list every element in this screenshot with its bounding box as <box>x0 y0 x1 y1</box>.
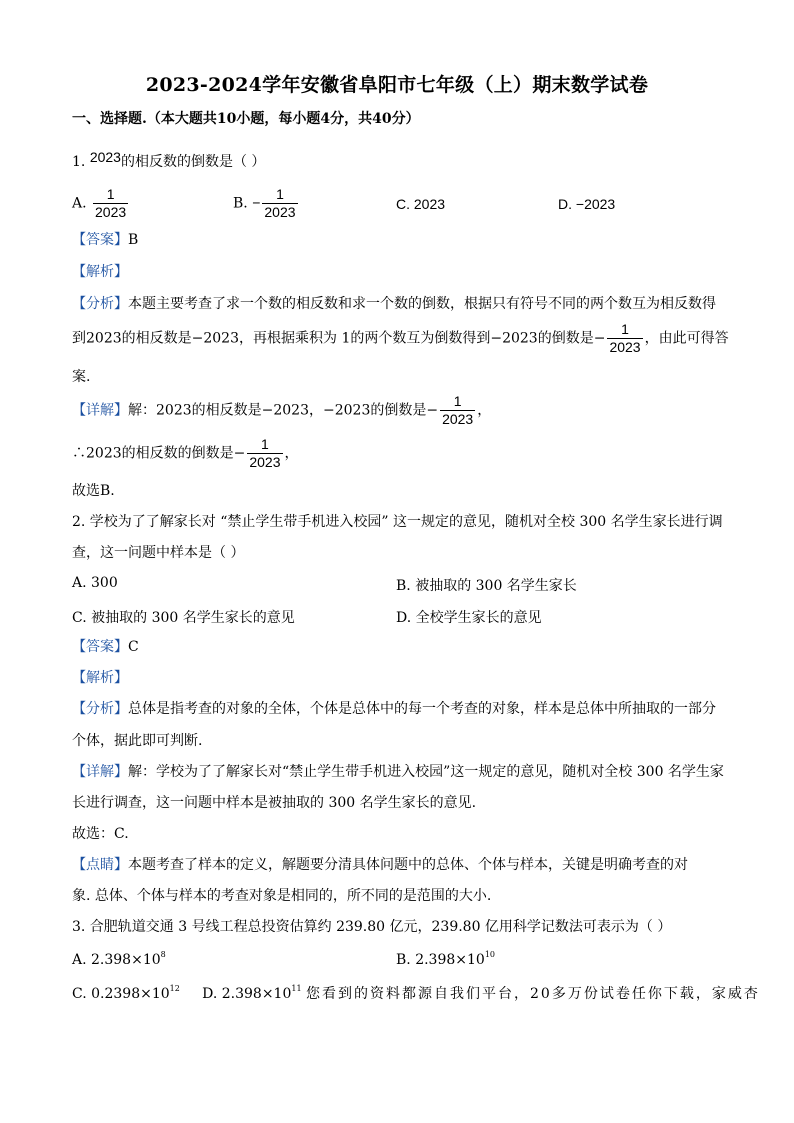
option-label: B. <box>233 195 248 212</box>
answer-value: C <box>128 639 139 655</box>
xiangjie-text: ， <box>477 402 492 419</box>
question-1-stem <box>72 149 266 171</box>
fraction <box>247 436 282 471</box>
denominator: 2023 <box>442 411 474 427</box>
q3-option-a <box>72 950 166 968</box>
watermark-text: 您看到的资料都源自我们平台，20多万份试卷任你下载，家威杏 <box>306 986 760 1002</box>
denominator: 2023 <box>264 204 296 220</box>
fraction <box>440 393 475 428</box>
fenxi-text: 总体是指考查的对象的全体，个体是总体中的每一个考查的对象，样本是总体中所抽取的一部分 <box>128 701 716 717</box>
answer-tag: 【答案】 <box>72 639 128 655</box>
xiangjie-tag: 【详解】 <box>72 764 128 780</box>
fraction <box>93 186 128 221</box>
option-label: A. <box>72 195 87 212</box>
q2-option-c: C. 被抽取的 300 名学生家长的意见 <box>72 610 295 626</box>
q2-option-d: D. 全校学生家长的意见 <box>396 610 542 626</box>
fenxi-text: 本题主要考查了求一个数的相反数和求一个数的倒数，根据只有符号不同的两个数互为相反数得 <box>128 296 716 312</box>
q2-dianjing-line-2: 象. 总体、个体与样本的考查对象是相同的，所不同的是范围的大小. <box>72 888 492 904</box>
option-text: C. 0.2398×10 <box>72 986 170 1002</box>
xiangjie-text: 解：2023的相反数是−2023，−2023的倒数是− <box>128 402 439 419</box>
denominator: 2023 <box>95 204 127 220</box>
question-3-stem: 3. 合肥轨道交通 3 号线工程总投资估算约 239.80 亿元，239.80 亿用科学记数法可表示为（ ） <box>72 919 672 935</box>
q1-xiangjie-line-1 <box>72 393 491 428</box>
option-text: A. 2.398×10 <box>72 952 161 968</box>
exponent: 11 <box>291 984 302 993</box>
fraction <box>262 186 297 221</box>
numerator: 1 <box>247 436 282 454</box>
answer-value: B <box>128 232 139 248</box>
q2-answer <box>72 638 139 656</box>
q3-option-c <box>72 986 180 1002</box>
q1-fenxi-line-3: 案. <box>72 369 91 385</box>
question-text: 的相反数的倒数是（ ） <box>120 154 266 170</box>
xiangjie-tag: 【详解】 <box>72 402 128 419</box>
question-base-number: 2023 <box>89 149 121 165</box>
xiangjie-text: 解：学校为了了解家长对“禁止学生带手机进入校园”这一规定的意见，随机对全校 300 名学生家 <box>128 764 724 780</box>
therefore-text: ∴2023的相反数的倒数是− <box>72 445 246 462</box>
q3-option-d <box>202 986 301 1002</box>
answer-tag: 【答案】 <box>72 232 128 248</box>
q1-option-a <box>72 186 130 221</box>
fenxi-tag: 【分析】 <box>72 701 128 717</box>
numerator: 1 <box>93 186 128 204</box>
option-text: B. 2.398×10 <box>396 952 485 968</box>
numerator: 1 <box>440 393 475 411</box>
q2-conclusion: 故选：C. <box>72 826 129 842</box>
q1-option-c: C. 2023 <box>396 196 446 212</box>
dianjing-tag: 【点睛】 <box>72 857 128 873</box>
section-heading: 一、选择题.（本大题共10小题，每小题4分，共40分） <box>72 111 420 127</box>
q1-option-b <box>233 186 300 221</box>
q1-conclusion: 故选B. <box>72 483 115 499</box>
q1-analysis-tag: 【解析】 <box>72 264 128 280</box>
exponent: 8 <box>160 950 166 959</box>
denominator: 2023 <box>249 454 281 470</box>
q1-fenxi-line-1 <box>72 295 716 313</box>
question-number: 1. <box>72 154 86 170</box>
minus-sign: − <box>252 194 261 211</box>
exponent: 10 <box>484 950 495 959</box>
therefore-text: ， <box>284 445 299 462</box>
page-title: 2023-2024学年安徽省阜阳市七年级（上）期末数学试卷 <box>145 74 649 96</box>
q2-option-a: A. 300 <box>72 575 118 591</box>
dianjing-text: 本题考查了样本的定义，解题要分清具体问题中的总体、个体与样本，关键是明确考查的对 <box>128 857 688 873</box>
option-text: D. 2.398×10 <box>202 986 292 1002</box>
q2-fenxi-line-2: 个体，据此即可判断. <box>72 733 203 749</box>
q2-analysis-tag: 【解析】 <box>72 670 128 686</box>
numerator: 1 <box>262 186 297 204</box>
q2-xiangjie-line-1 <box>72 763 724 781</box>
q1-fenxi-line-2 <box>72 321 729 356</box>
q2-option-b: B. 被抽取的 300 名学生家长 <box>396 578 577 594</box>
fenxi-text: ，由此可得答 <box>644 330 729 347</box>
q3-options-cd-line <box>72 983 760 1003</box>
question-2-stem-line-1: 2. 学校为了了解家长对 “禁止学生带手机进入校园” 这一规定的意见，随机对全校 300 名学生家长进行调 <box>72 514 723 530</box>
q2-dianjing-line-1 <box>72 856 688 874</box>
q1-answer <box>72 231 138 249</box>
q2-fenxi-line-1 <box>72 700 716 718</box>
fraction <box>607 321 642 356</box>
fenxi-tag: 【分析】 <box>72 296 128 312</box>
question-2-stem-line-2: 查，这一问题中样本是（ ） <box>72 545 245 561</box>
q3-option-b <box>396 950 495 968</box>
exponent: 12 <box>169 984 180 993</box>
q1-therefore-line <box>72 436 299 471</box>
denominator: 2023 <box>609 339 641 355</box>
q2-xiangjie-line-2: 长进行调查，这一问题中样本是被抽取的 300 名学生家长的意见. <box>72 795 477 811</box>
q1-option-d: D. −2023 <box>558 196 616 212</box>
fenxi-text: 到2023的相反数是−2023，再根据乘积为 1的两个数互为倒数得到−2023的倒数是− <box>72 330 606 347</box>
numerator: 1 <box>607 321 642 339</box>
